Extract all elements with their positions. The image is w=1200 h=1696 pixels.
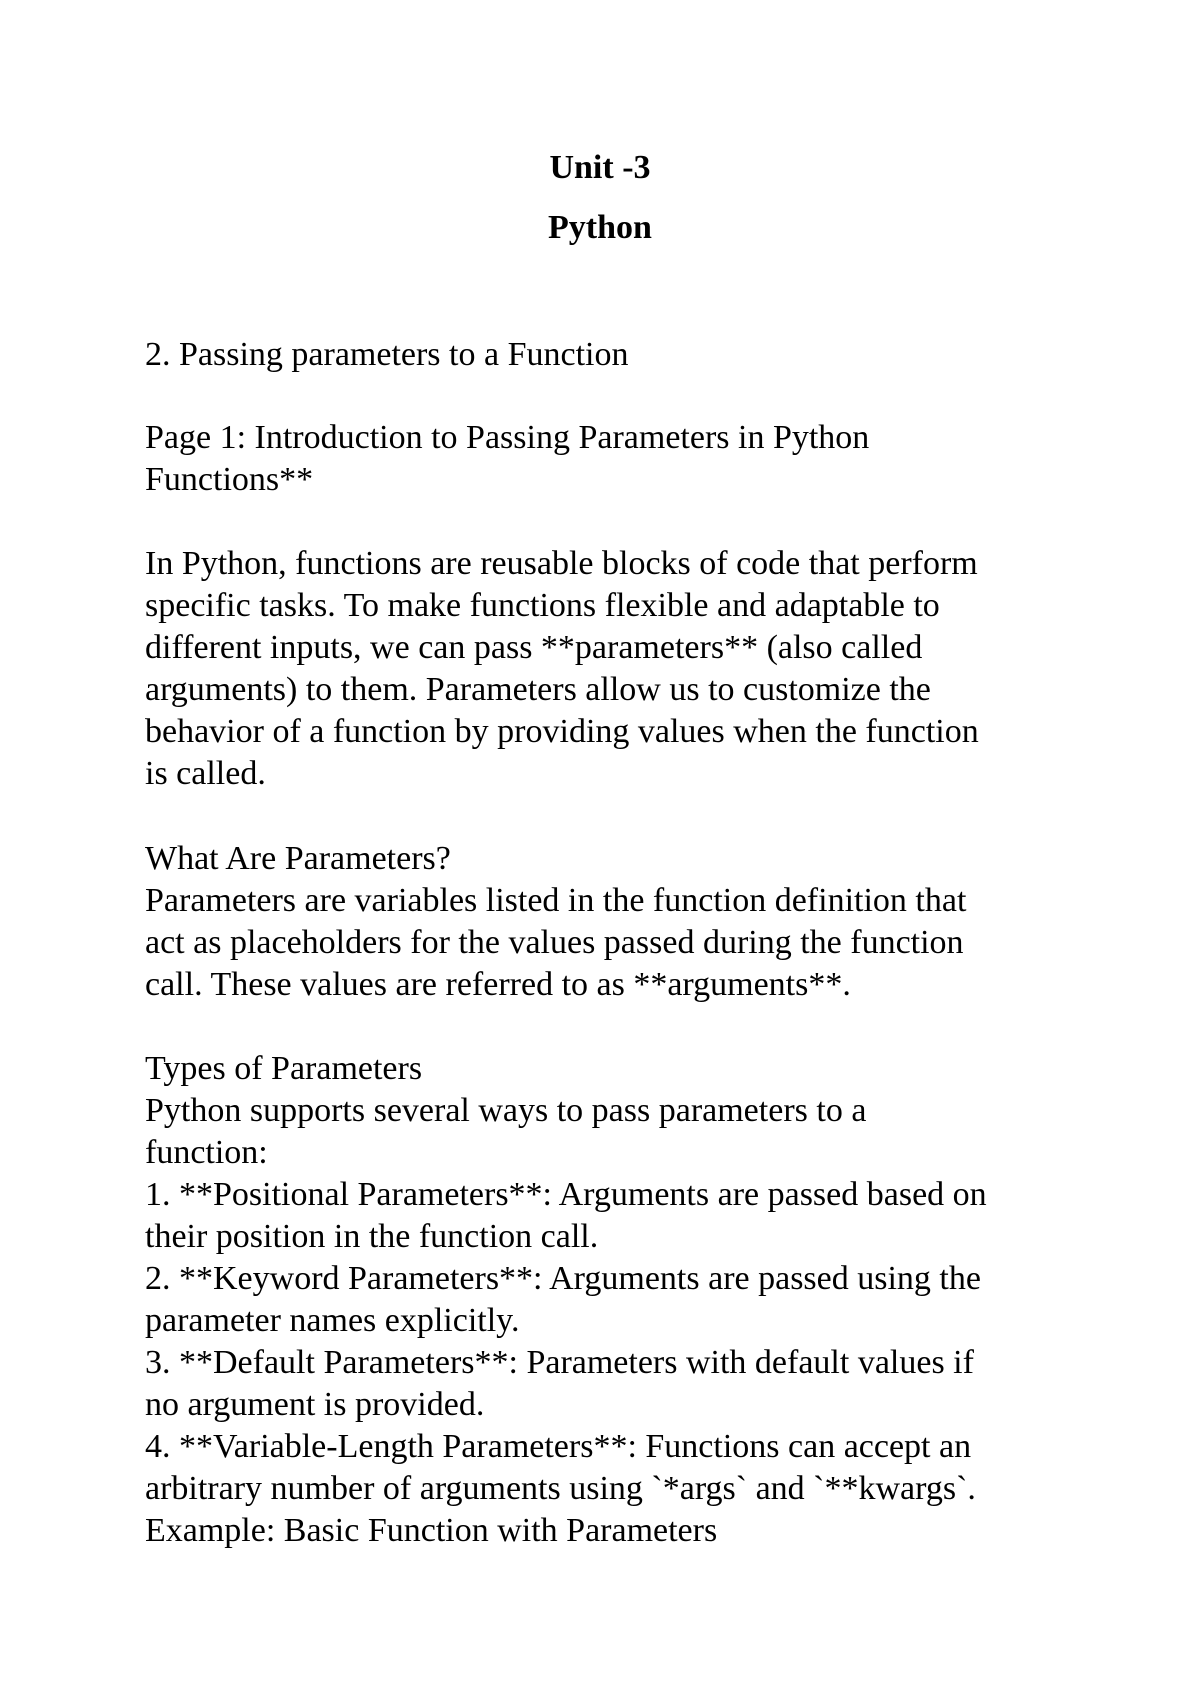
- what-are-parameters-heading: What Are Parameters?: [145, 840, 451, 877]
- what-are-parameters-line: act as placeholders for the values passed during the function: [145, 924, 964, 961]
- types-line: 4. **Variable-Length Parameters**: Functions can accept an: [145, 1428, 972, 1465]
- section-title: 2. Passing parameters to a Function: [145, 336, 629, 373]
- what-are-parameters-section: [145, 838, 1085, 1006]
- types-line: no argument is provided.: [145, 1386, 485, 1423]
- intro-line: behavior of a function by providing values when the function: [145, 713, 979, 750]
- page-heading: [145, 417, 1085, 501]
- intro-line: different inputs, we can pass **parameters** (also called: [145, 629, 923, 666]
- types-line: 3. **Default Parameters**: Parameters with default values if: [145, 1344, 974, 1381]
- types-of-parameters-section: [145, 1048, 1085, 1552]
- types-line: their position in the function call.: [145, 1218, 599, 1255]
- page-heading-line: Functions**: [145, 461, 314, 498]
- types-line: Python supports several ways to pass parameters to a: [145, 1092, 867, 1129]
- intro-line: is called.: [145, 755, 266, 792]
- what-are-parameters-line: call. These values are referred to as **arguments**.: [145, 966, 851, 1003]
- what-are-parameters-line: Parameters are variables listed in the function definition that: [145, 882, 967, 919]
- intro-paragraph: [145, 543, 1085, 795]
- types-line: function:: [145, 1134, 268, 1171]
- intro-line: specific tasks. To make functions flexible and adaptable to: [145, 587, 940, 624]
- subject-title: Python: [548, 209, 652, 246]
- page-heading-line: Page 1: Introduction to Passing Parameters in Python: [145, 419, 870, 456]
- types-line: 2. **Keyword Parameters**: Arguments are passed using the: [145, 1260, 981, 1297]
- types-of-parameters-heading: Types of Parameters: [145, 1050, 423, 1087]
- types-line: parameter names explicitly.: [145, 1302, 520, 1339]
- types-line: 1. **Positional Parameters**: Arguments are passed based on: [145, 1176, 987, 1213]
- intro-line: In Python, functions are reusable blocks of code that perform: [145, 545, 978, 582]
- types-line: arbitrary number of arguments using `*args` and `**kwargs`.: [145, 1470, 976, 1507]
- intro-line: arguments) to them. Parameters allow us to customize the: [145, 671, 931, 708]
- unit-title: Unit -3: [549, 149, 651, 186]
- types-line: Example: Basic Function with Parameters: [145, 1512, 718, 1549]
